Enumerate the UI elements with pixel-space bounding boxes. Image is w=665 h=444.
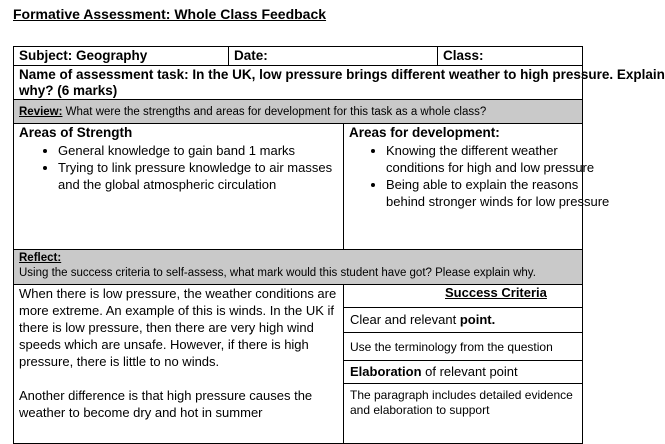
criteria-point-text: Clear and relevant — [350, 312, 460, 327]
strengths-list — [14, 142, 343, 193]
criteria-heading: Success Criteria — [445, 285, 547, 300]
review-label: Review: — [19, 106, 63, 118]
review-cell — [13, 99, 583, 124]
review-text: What were the strengths and areas for development for this task as a whole class? — [62, 106, 487, 118]
development-list — [344, 142, 616, 210]
subject-cell: Subject: Geography — [13, 46, 229, 66]
task-line-1: Name of assessment task: In the UK, low pressure brings different weather to high pressure. Explain — [19, 67, 665, 82]
reflect-text: Using the success criteria to self-assess, what mark would this student have got? Please explain why. — [19, 267, 536, 279]
task-line-2: why? (6 marks) — [19, 83, 118, 98]
document-title: Formative Assessment: Whole Class Feedback — [13, 6, 327, 22]
feedback-table — [13, 46, 665, 436]
development-heading: Areas for development: — [349, 125, 500, 140]
criteria-elaboration-bold: Elaboration — [350, 364, 422, 379]
strength-item: • General knowledge to gain band 1 marks — [58, 142, 343, 159]
date-cell: Date: — [228, 46, 438, 66]
strengths-heading: Areas of Strength — [19, 125, 133, 140]
development-item: • Being able to explain the reasons behind stronger winds for low pressure — [386, 176, 616, 210]
student-answer-cell — [13, 284, 344, 444]
development-cell — [343, 123, 610, 250]
reflect-cell — [13, 249, 583, 285]
criteria-point-bold: point. — [459, 312, 496, 327]
class-cell: Class: — [437, 46, 583, 66]
answer-paragraph-1: When there is low pressure, the weather conditions are more extreme. An example of this is winds. In the UK if there is low pressure, then there are very high wind speeds which are unsafe. However, if there is high pressure, there is little to no winds. — [19, 286, 337, 369]
criteria-row-3 — [343, 360, 583, 384]
criteria-row-4: The paragraph includes detailed evidence and elaboration to support — [343, 383, 583, 444]
criteria-row-2: Use the terminology from the question — [343, 332, 583, 361]
answer-paragraph-2: Another difference is that high pressure causes the weather to become dry and hot in summer — [19, 388, 313, 420]
reflect-label: Reflect: — [19, 252, 62, 264]
development-item: • Knowing the different weather conditions for high and low pressure — [386, 142, 616, 176]
criteria-heading-cell — [343, 284, 583, 308]
strengths-cell — [13, 123, 344, 250]
criteria-elaboration-text: of relevant point — [421, 364, 518, 379]
strength-item: • Trying to link pressure knowledge to air masses and the global atmospheric circulation — [58, 159, 343, 193]
criteria-row-1 — [343, 307, 583, 333]
task-cell — [13, 65, 665, 100]
